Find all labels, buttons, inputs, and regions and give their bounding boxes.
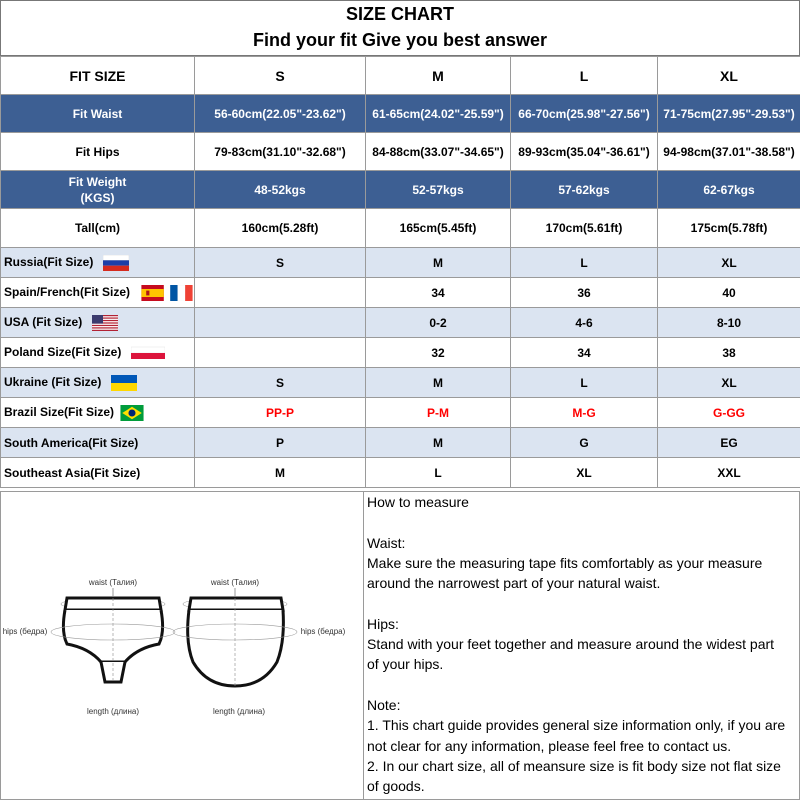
hips-text: of your hips. xyxy=(367,654,799,674)
ukraine-flag-icon xyxy=(111,375,137,391)
table-cell: 57-62kgs xyxy=(511,171,658,209)
underwear-diagram-icon xyxy=(1,492,363,799)
table-cell: 66-70cm(25.98"-27.56") xyxy=(511,95,658,133)
table-cell: 165cm(5.45ft) xyxy=(366,209,511,248)
note-title: Note: xyxy=(367,695,799,715)
table-header-row xyxy=(1,57,800,95)
region-name: Ukraine (Fit Size) xyxy=(4,375,101,389)
region-label xyxy=(1,428,195,458)
table-cell: 175cm(5.78ft) xyxy=(658,209,800,248)
table-cell: L xyxy=(511,248,658,278)
table-row xyxy=(1,278,800,308)
table-cell: 160cm(5.28ft) xyxy=(195,209,366,248)
table-row xyxy=(1,133,800,171)
region-label xyxy=(1,308,195,338)
table-cell: M-G xyxy=(511,398,658,428)
header-cell: XL xyxy=(658,57,800,95)
table-cell: XL xyxy=(511,458,658,488)
region-name: Russia(Fit Size) xyxy=(4,255,93,269)
table-cell: 36 xyxy=(511,278,658,308)
region-label xyxy=(1,248,195,278)
brazil-flag-icon xyxy=(119,405,145,421)
note-text: 1. This chart guide provides general size information only, if you are xyxy=(367,715,799,735)
table-cell: 34 xyxy=(366,278,511,308)
size-table xyxy=(0,56,800,488)
table-cell: 38 xyxy=(658,338,800,368)
hips-label-left: hips (бедра) xyxy=(3,627,48,636)
table-cell: M xyxy=(366,428,511,458)
row-label: Fit Hips xyxy=(1,133,195,171)
table-cell: P-M xyxy=(366,398,511,428)
table-cell: 62-67kgs xyxy=(658,171,800,209)
table-cell: 94-98cm(37.01"-38.58") xyxy=(658,133,800,171)
table-row xyxy=(1,171,800,209)
chart-header xyxy=(0,0,800,56)
waist-label-left: waist (Талия) xyxy=(88,578,138,587)
page-title: SIZE CHART xyxy=(1,1,799,27)
waist-title: Waist: xyxy=(367,533,799,553)
table-row xyxy=(1,209,800,248)
table-cell: XXL xyxy=(658,458,800,488)
region-name: Spain/French(Fit Size) xyxy=(4,285,130,299)
table-cell: 56-60cm(22.05"-23.62") xyxy=(195,95,366,133)
table-cell: XL xyxy=(658,248,800,278)
region-name: USA (Fit Size) xyxy=(4,315,82,329)
table-cell: 89-93cm(35.04"-36.61") xyxy=(511,133,658,171)
page-subtitle: Find your fit Give you best answer xyxy=(1,27,799,53)
region-label xyxy=(1,368,195,398)
waist-text: around the narrowest part of your natural waist. xyxy=(367,573,799,593)
region-label xyxy=(1,278,195,308)
header-cell: M xyxy=(366,57,511,95)
region-name: Poland Size(Fit Size) xyxy=(4,345,121,359)
spain-france-flags-icon xyxy=(135,285,194,301)
table-row xyxy=(1,368,800,398)
table-cell: EG xyxy=(658,428,800,458)
region-name: South America(Fit Size) xyxy=(4,436,138,450)
waist-text: Make sure the measuring tape fits comfortably as your measure xyxy=(367,553,799,573)
table-cell: S xyxy=(195,368,366,398)
row-label-line: (KGS) xyxy=(1,190,194,206)
table-row xyxy=(1,338,800,368)
usa-flag-icon xyxy=(92,315,118,331)
table-cell: XL xyxy=(658,368,800,398)
region-label xyxy=(1,338,195,368)
table-row xyxy=(1,308,800,338)
table-row xyxy=(1,95,800,133)
table-cell: G xyxy=(511,428,658,458)
table-cell: 0-2 xyxy=(366,308,511,338)
table-cell: 4-6 xyxy=(511,308,658,338)
table-cell: 52-57kgs xyxy=(366,171,511,209)
region-name: Brazil Size(Fit Size) xyxy=(4,405,114,419)
table-cell: S xyxy=(195,248,366,278)
waist-label-right: waist (Талия) xyxy=(210,578,260,587)
table-cell: 40 xyxy=(658,278,800,308)
table-row xyxy=(1,458,800,488)
table-cell: PP-P xyxy=(195,398,366,428)
table-cell: 34 xyxy=(511,338,658,368)
table-cell: 84-88cm(33.07"-34.65") xyxy=(366,133,511,171)
russia-flag-icon xyxy=(103,255,129,271)
region-name: Southeast Asia(Fit Size) xyxy=(4,466,140,480)
hips-title: Hips: xyxy=(367,614,799,634)
table-cell: 170cm(5.61ft) xyxy=(511,209,658,248)
length-label-right: length (длина) xyxy=(213,707,265,716)
table-row xyxy=(1,428,800,458)
table-row xyxy=(1,398,800,428)
table-cell: P xyxy=(195,428,366,458)
table-cell: M xyxy=(366,248,511,278)
hips-label-right: hips (бедра) xyxy=(301,627,346,636)
note-text: of goods. xyxy=(367,776,799,796)
note-text: not clear for any information, please feel free to contact us. xyxy=(367,736,799,756)
length-label-left: length (длина) xyxy=(87,707,139,716)
header-cell: FIT SIZE xyxy=(1,57,195,95)
table-cell: 8-10 xyxy=(658,308,800,338)
note-text: 2. In our chart size, all of meansure size is fit body size not flat size xyxy=(367,756,799,776)
row-label xyxy=(1,171,195,209)
table-cell: 61-65cm(24.02"-25.59") xyxy=(366,95,511,133)
table-cell: G-GG xyxy=(658,398,800,428)
table-cell xyxy=(195,338,366,368)
table-cell: M xyxy=(195,458,366,488)
table-cell: 48-52kgs xyxy=(195,171,366,209)
measure-instructions xyxy=(364,491,800,800)
table-cell: 32 xyxy=(366,338,511,368)
measurement-diagram xyxy=(0,491,364,800)
hips-text: Stand with your feet together and measure around the widest part xyxy=(367,634,799,654)
poland-flag-icon xyxy=(131,345,165,361)
howto-heading: How to measure xyxy=(367,492,799,512)
table-cell: L xyxy=(511,368,658,398)
table-cell xyxy=(195,278,366,308)
row-label-line: Fit Weight xyxy=(1,174,194,190)
table-cell: 71-75cm(27.95"-29.53") xyxy=(658,95,800,133)
row-label: Fit Waist xyxy=(1,95,195,133)
row-label: Tall(cm) xyxy=(1,209,195,248)
measure-section xyxy=(0,491,800,800)
table-cell: M xyxy=(366,368,511,398)
table-cell: 79-83cm(31.10"-32.68") xyxy=(195,133,366,171)
table-cell xyxy=(195,308,366,338)
header-cell: L xyxy=(511,57,658,95)
region-label xyxy=(1,458,195,488)
region-label xyxy=(1,398,195,428)
table-row xyxy=(1,248,800,278)
table-cell: L xyxy=(366,458,511,488)
header-cell: S xyxy=(195,57,366,95)
